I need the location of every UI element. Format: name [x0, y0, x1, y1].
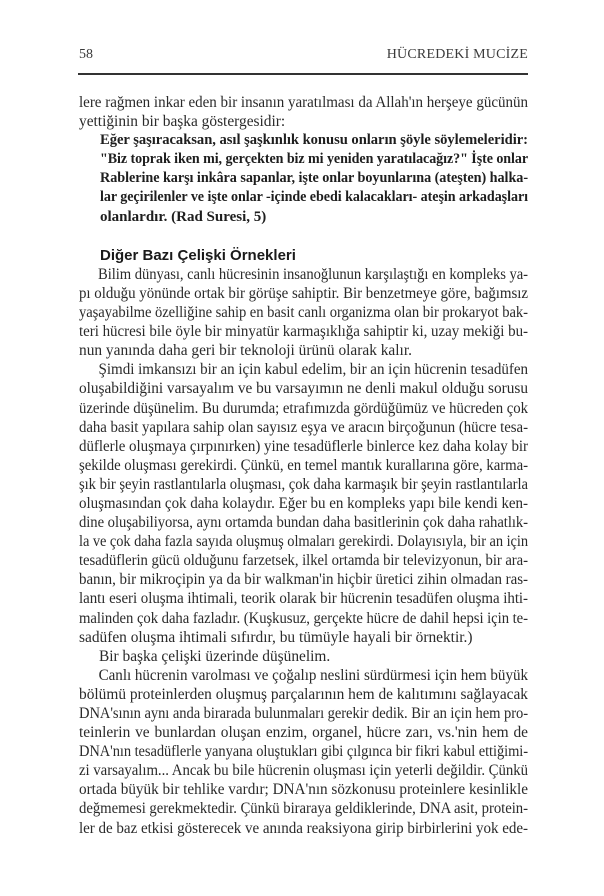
page-body	[79, 93, 528, 838]
text-line: daha basit yapılara sahip olan sayısız eşya ve aracın birçoğunun (hücre tesa-	[79, 418, 528, 436]
text-line: teinlerin ve bunlardan oluşan enzim, organel, hücre zarı, vs.'nin hem de	[79, 724, 528, 742]
text-line: DNA'nın tesadüflerle yanyana oluştukları gibi çılgınca bir fikri kabul ettiğimi-	[79, 743, 528, 761]
section-heading: Diğer Bazı Çelişki Örnekleri	[100, 246, 296, 264]
text-line: zi varsayalım... Ancak bu bile hücrenin oluşması için yeterli değildir. Çünkü	[79, 762, 528, 780]
body-paragraph	[79, 360, 528, 646]
running-header	[79, 47, 528, 67]
text-line: yettiğinin bir başka göstergesidir:	[79, 113, 286, 131]
intro-paragraph	[79, 93, 528, 131]
text-line: değmemesi gerekmektedir. Çünkü biraraya geldiklerinde, DNA asit, protein-	[79, 800, 528, 818]
text-line: sadüfen oluşma ihtimali sıfırdır, bu tümüyle hayali bir örnektir.)	[79, 628, 473, 646]
text-line: banın, bir mikroçipin ya da bir walkman'in hiçbir üretici zihin olmadan ras-	[79, 571, 528, 589]
text-line: lere rağmen inkar eden bir insanın yaratılması da Allah'ın herşeye gücünün	[79, 94, 528, 111]
text-line: nun yanında daha geri bir teknoloji ürünü olarak kalır.	[79, 342, 412, 360]
text-line: oluşmasından çok daha kolaydır. Eğer bu en kompleks yapı bile kendi ken-	[79, 494, 528, 512]
quote-line: lar geçirilenler ve işte onlar -içinde ebedi kalacakları- ateşin arkadaşları	[100, 189, 528, 206]
quote-line: olanlardır. (Rad Suresi, 5)	[100, 208, 267, 225]
text-line: oluşabildiğini varsayalım ve bu varsayımın ne denli makul olduğu sorusu	[79, 380, 528, 398]
text-line: ortada büyük bir tehlike vardır; DNA'nın sözkonusu proteinlere kesinlikle	[79, 781, 528, 799]
body-paragraph	[79, 666, 528, 838]
text-line: tesadüflerin gücü olduğunu farzetsek, ilkel ortamda bir televizyonun, bir ara-	[79, 552, 528, 570]
text-line: lantı eseri oluşma ihtimali, teorik olarak bir hücrenin tesadüfen oluşma ihti-	[79, 590, 528, 608]
spacer	[79, 227, 528, 246]
running-title: HÜCREDEKİ MUCİZE	[386, 47, 528, 62]
text-line: düflerle oluşmaya çırpınırken) yine tesadüflerle binlerce kez daha kolay bir	[79, 437, 528, 455]
body-paragraph	[79, 647, 528, 666]
text-line: üzerinde düşünelim. Bu durumda; etrafımızda gördüğümüz ve hücreden çok	[79, 399, 528, 417]
page-number: 58	[79, 47, 93, 62]
text-line: şekilde oluşması gerekirdi. Çünkü, en temel mantık kurallarına göre, karma-	[79, 456, 528, 474]
body-paragraph	[79, 265, 528, 360]
text-line: Bir başka çelişki üzerinde düşünelim.	[99, 647, 331, 665]
text-line: DNA'sının aynı anda birarada bulunmaları gerekir dedik. Bir an için hem pro-	[79, 705, 528, 722]
text-line: malinden çok daha fazladır. (Kuşkusuz, gerçekte hücre de dahil hepsi için te-	[79, 609, 528, 627]
text-line: teri hücresi bile öyle bir minyatür karmaşıklığa sahiptir ki, uzay mekiği bu-	[79, 323, 528, 341]
text-line: ler de baz etkisi gösterecek ve anında reaksiyona girip birbirlerini yok ede-	[79, 819, 528, 837]
text-line: Şimdi imkansızı bir an için kabul edelim, bir an için hücrenin tesadüfen	[98, 361, 528, 379]
text-line: la ve çok daha fazla sayıda oluşmuş olmaları gerekirdi. Dolayısıyla, bir an için	[79, 533, 528, 551]
quote-line: Eğer şaşıracaksan, asıl şaşkınlık konusu onların şöyle söylemeleridir:	[100, 132, 528, 149]
quran-quote	[100, 131, 528, 226]
text-line: bölümü proteinlerden oluşmuş parçalarının hem de kalıtımını sağlayacak	[79, 685, 528, 703]
header-rule	[78, 73, 528, 75]
paragraphs	[79, 265, 528, 838]
text-line: dine oluşabiliyorsa, aynı ortamda bundan daha basitlerinin çok daha rahatlık-	[79, 514, 528, 532]
text-line: Canlı hücrenin varolması ve çoğalıp neslini sürdürmesi için hem büyük	[98, 666, 528, 684]
text-line: Bilim dünyası, canlı hücresinin insanoğlunun karşılaştığı en kompleks ya-	[98, 265, 528, 283]
text-line: şık bir şeyin rastlantılarla oluşması, çok daha karmaşık bir şeyin rastlantılarla	[79, 475, 528, 493]
text-line: pı olduğu yönünde ortak bir görüşe sahiptir. Bir benzetmeye göre, bağımsız	[79, 284, 528, 302]
quote-line: "Biz toprak iken mi, gerçekten biz mi yeniden yaratılacağız?" İşte onlar	[100, 151, 528, 168]
quote-line: Rablerine karşı inkâra sapanlar, işte onlar boyunlarına (ateşten) halka-	[100, 170, 528, 187]
text-line: yaşayabilme özelliğine sahip en basit canlı organizma olan bir prokaryot bak-	[79, 304, 528, 322]
